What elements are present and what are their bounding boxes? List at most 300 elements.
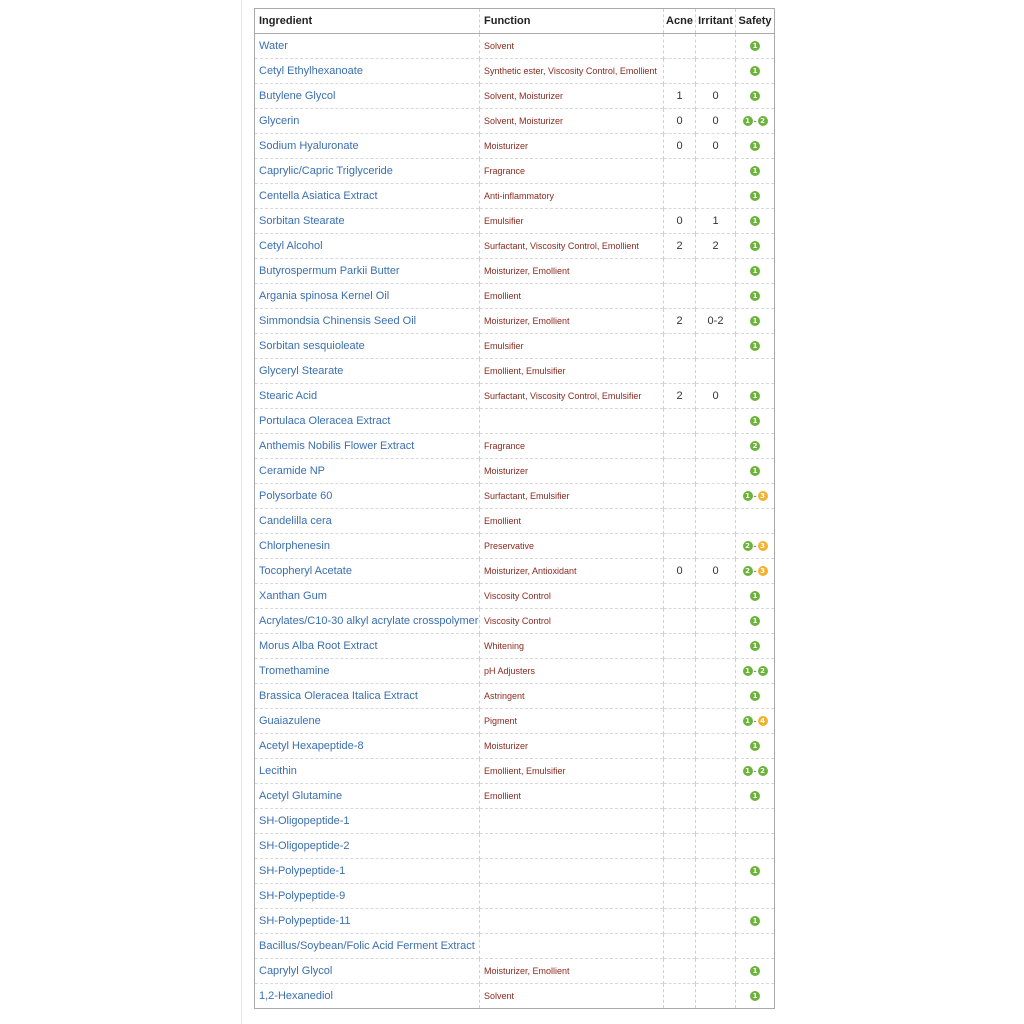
table-row bbox=[255, 784, 775, 809]
ingredient-link[interactable]: Morus Alba Root Extract bbox=[259, 640, 378, 652]
acne-cell: 2 bbox=[664, 234, 696, 259]
safety-badge-low: 1 bbox=[750, 741, 760, 751]
safety-cell bbox=[736, 584, 775, 609]
ingredient-cell bbox=[255, 384, 480, 409]
table-row bbox=[255, 134, 775, 159]
safety-badge-low: 1 bbox=[750, 866, 760, 876]
ingredient-cell bbox=[255, 909, 480, 934]
acne-cell: 0 bbox=[664, 559, 696, 584]
function-cell: Moisturizer, Antioxidant bbox=[480, 559, 664, 584]
table-row bbox=[255, 934, 775, 959]
irritant-cell: 0 bbox=[696, 559, 736, 584]
acne-cell bbox=[664, 459, 696, 484]
safety-range-dash: - bbox=[753, 715, 757, 726]
safety-badge-low: 1 bbox=[750, 216, 760, 226]
acne-cell bbox=[664, 609, 696, 634]
acne-cell bbox=[664, 659, 696, 684]
function-cell: Moisturizer, Emollient bbox=[480, 959, 664, 984]
table-row bbox=[255, 534, 775, 559]
header-function[interactable]: Function bbox=[480, 9, 664, 34]
safety-badge-low: 1 bbox=[750, 41, 760, 51]
table-row bbox=[255, 584, 775, 609]
safety-badge-low: 1 bbox=[743, 766, 753, 776]
table-row bbox=[255, 159, 775, 184]
function-cell: Viscosity Control bbox=[480, 584, 664, 609]
safety-badge-low: 2 bbox=[750, 441, 760, 451]
ingredient-cell bbox=[255, 109, 480, 134]
function-cell: Moisturizer bbox=[480, 459, 664, 484]
safety-badge-low: 1 bbox=[750, 266, 760, 276]
table-row bbox=[255, 734, 775, 759]
ingredient-link[interactable]: Water bbox=[259, 40, 288, 52]
ingredient-link[interactable]: Stearic Acid bbox=[259, 390, 318, 402]
ingredient-cell bbox=[255, 159, 480, 184]
irritant-cell bbox=[696, 334, 736, 359]
safety-cell bbox=[736, 309, 775, 334]
safety-cell bbox=[736, 934, 775, 959]
safety-cell bbox=[736, 484, 775, 509]
safety-range-dash: - bbox=[753, 565, 757, 576]
acne-cell bbox=[664, 259, 696, 284]
ingredient-link[interactable]: Sorbitan Stearate bbox=[259, 215, 345, 227]
ingredient-cell bbox=[255, 34, 480, 59]
ingredient-cell bbox=[255, 934, 480, 959]
ingredient-link[interactable]: Tromethamine bbox=[259, 665, 330, 677]
function-cell: Preservative bbox=[480, 534, 664, 559]
safety-badge-low: 1 bbox=[750, 166, 760, 176]
irritant-cell: 0 bbox=[696, 384, 736, 409]
acne-cell bbox=[664, 934, 696, 959]
ingredient-link[interactable]: Simmondsia Chinensis Seed Oil bbox=[259, 315, 417, 327]
ingredient-cell bbox=[255, 484, 480, 509]
ingredient-link[interactable]: Cetyl Ethylhexanoate bbox=[259, 65, 363, 77]
irritant-cell bbox=[696, 859, 736, 884]
safety-badge-low: 2 bbox=[743, 566, 753, 576]
safety-cell bbox=[736, 409, 775, 434]
safety-badge-low: 2 bbox=[758, 666, 768, 676]
irritant-cell bbox=[696, 984, 736, 1009]
acne-cell bbox=[664, 184, 696, 209]
safety-badge-low: 1 bbox=[750, 591, 760, 601]
irritant-cell bbox=[696, 959, 736, 984]
ingredient-link[interactable]: SH-Polypeptide-9 bbox=[259, 890, 346, 902]
acne-cell bbox=[664, 159, 696, 184]
ingredient-link[interactable]: Tocopheryl Acetate bbox=[259, 565, 352, 577]
safety-badge-low: 1 bbox=[750, 691, 760, 701]
safety-badge-low: 1 bbox=[750, 791, 760, 801]
table-row bbox=[255, 959, 775, 984]
header-ingredient[interactable]: Ingredient bbox=[255, 9, 480, 34]
ingredient-cell bbox=[255, 184, 480, 209]
ingredient-link[interactable]: SH-Polypeptide-1 bbox=[259, 865, 346, 877]
table-row bbox=[255, 634, 775, 659]
safety-badge-low: 1 bbox=[750, 466, 760, 476]
table-row bbox=[255, 409, 775, 434]
acne-cell bbox=[664, 984, 696, 1009]
ingredient-link[interactable]: Acetyl Hexapeptide-8 bbox=[259, 740, 364, 752]
irritant-cell bbox=[696, 909, 736, 934]
function-cell: Emulsifier bbox=[480, 209, 664, 234]
function-cell: Emollient bbox=[480, 784, 664, 809]
irritant-cell bbox=[696, 284, 736, 309]
irritant-cell bbox=[696, 459, 736, 484]
irritant-cell bbox=[696, 59, 736, 84]
ingredient-link[interactable]: Caprylic/Capric Triglyceride bbox=[259, 165, 393, 177]
ingredient-cell bbox=[255, 709, 480, 734]
function-cell: Fragrance bbox=[480, 434, 664, 459]
safety-badge-low: 2 bbox=[758, 116, 768, 126]
irritant-cell bbox=[696, 634, 736, 659]
ingredient-link[interactable]: Guaiazulene bbox=[259, 715, 321, 727]
safety-badge-low: 1 bbox=[750, 391, 760, 401]
ingredient-cell bbox=[255, 984, 480, 1009]
safety-range-dash: - bbox=[753, 665, 757, 676]
safety-cell bbox=[736, 334, 775, 359]
ingredient-link[interactable]: Sorbitan sesquioleate bbox=[259, 340, 365, 352]
function-cell bbox=[480, 809, 664, 834]
ingredient-cell bbox=[255, 859, 480, 884]
acne-cell bbox=[664, 759, 696, 784]
safety-cell bbox=[736, 734, 775, 759]
acne-cell bbox=[664, 684, 696, 709]
safety-range-dash: - bbox=[753, 765, 757, 776]
ingredient-cell bbox=[255, 759, 480, 784]
safety-badge-low: 1 bbox=[750, 241, 760, 251]
irritant-cell bbox=[696, 684, 736, 709]
safety-range-dash: - bbox=[753, 490, 757, 501]
safety-cell bbox=[736, 809, 775, 834]
safety-cell bbox=[736, 184, 775, 209]
irritant-cell bbox=[696, 884, 736, 909]
safety-badge-low: 2 bbox=[743, 541, 753, 551]
irritant-cell bbox=[696, 509, 736, 534]
safety-badge-low: 1 bbox=[750, 616, 760, 626]
ingredient-cell bbox=[255, 234, 480, 259]
safety-badge-moderate: 3 bbox=[758, 541, 768, 551]
table-row bbox=[255, 184, 775, 209]
safety-badge-low: 1 bbox=[743, 491, 753, 501]
function-cell: Moisturizer bbox=[480, 134, 664, 159]
safety-cell bbox=[736, 159, 775, 184]
header-acne[interactable]: Acne bbox=[664, 9, 696, 34]
table-row bbox=[255, 909, 775, 934]
safety-cell bbox=[736, 34, 775, 59]
safety-badge-low: 1 bbox=[750, 66, 760, 76]
safety-badge-low: 1 bbox=[750, 341, 760, 351]
ingredient-link[interactable]: Xanthan Gum bbox=[259, 590, 327, 602]
irritant-cell bbox=[696, 259, 736, 284]
function-cell: Solvent, Moisturizer bbox=[480, 84, 664, 109]
acne-cell: 2 bbox=[664, 384, 696, 409]
function-cell: Emollient, Emulsifier bbox=[480, 759, 664, 784]
safety-badge-low: 1 bbox=[750, 291, 760, 301]
function-cell bbox=[480, 909, 664, 934]
safety-cell bbox=[736, 109, 775, 134]
function-cell: Solvent bbox=[480, 34, 664, 59]
acne-cell bbox=[664, 34, 696, 59]
function-cell: Surfactant, Viscosity Control, Emulsifier bbox=[480, 384, 664, 409]
ingredient-cell bbox=[255, 734, 480, 759]
function-cell: Solvent, Moisturizer bbox=[480, 109, 664, 134]
safety-cell bbox=[736, 84, 775, 109]
acne-cell bbox=[664, 484, 696, 509]
irritant-cell bbox=[696, 759, 736, 784]
safety-cell bbox=[736, 234, 775, 259]
irritant-cell bbox=[696, 184, 736, 209]
function-cell bbox=[480, 409, 664, 434]
ingredient-cell bbox=[255, 134, 480, 159]
ingredient-link[interactable]: Glycerin bbox=[259, 115, 300, 127]
ingredient-cell bbox=[255, 259, 480, 284]
function-cell: pH Adjusters bbox=[480, 659, 664, 684]
ingredient-cell bbox=[255, 59, 480, 84]
acne-cell bbox=[664, 834, 696, 859]
acne-cell bbox=[664, 634, 696, 659]
safety-cell bbox=[736, 834, 775, 859]
ingredient-link[interactable]: Argania spinosa Kernel Oil bbox=[259, 290, 390, 302]
ingredient-cell bbox=[255, 884, 480, 909]
ingredient-link[interactable]: Brassica Oleracea Italica Extract bbox=[259, 690, 418, 702]
safety-cell bbox=[736, 609, 775, 634]
irritant-cell bbox=[696, 34, 736, 59]
safety-cell bbox=[736, 959, 775, 984]
ingredient-link[interactable]: Candelilla cera bbox=[259, 515, 332, 527]
ingredient-link[interactable]: Chlorphenesin bbox=[259, 540, 330, 552]
ingredient-cell bbox=[255, 634, 480, 659]
ingredient-link[interactable]: Acrylates/C10-30 alkyl acrylate crosspolymer bbox=[259, 615, 479, 627]
ingredient-link[interactable]: Polysorbate 60 bbox=[259, 490, 333, 502]
ingredient-cell bbox=[255, 284, 480, 309]
acne-cell: 0 bbox=[664, 109, 696, 134]
acne-cell bbox=[664, 359, 696, 384]
safety-cell bbox=[736, 884, 775, 909]
function-cell: Whitening bbox=[480, 634, 664, 659]
ingredient-cell bbox=[255, 959, 480, 984]
safety-cell bbox=[736, 634, 775, 659]
irritant-cell: 0 bbox=[696, 134, 736, 159]
ingredient-link[interactable]: Caprylyl Glycol bbox=[259, 965, 333, 977]
acne-cell bbox=[664, 534, 696, 559]
acne-cell bbox=[664, 584, 696, 609]
ingredient-link[interactable]: Glyceryl Stearate bbox=[259, 365, 344, 377]
safety-badge-moderate: 3 bbox=[758, 491, 768, 501]
function-cell: Solvent bbox=[480, 984, 664, 1009]
ingredient-link[interactable]: Anthemis Nobilis Flower Extract bbox=[259, 440, 415, 452]
ingredient-link[interactable]: Butyrospermum Parkii Butter bbox=[259, 265, 400, 277]
ingredient-link[interactable]: SH-Polypeptide-11 bbox=[259, 915, 351, 927]
function-cell bbox=[480, 934, 664, 959]
ingredient-link[interactable]: Ceramide NP bbox=[259, 465, 326, 477]
acne-cell: 0 bbox=[664, 209, 696, 234]
table-row bbox=[255, 834, 775, 859]
safety-badge-low: 1 bbox=[750, 966, 760, 976]
safety-badge-low: 1 bbox=[743, 116, 753, 126]
safety-cell bbox=[736, 359, 775, 384]
table-row bbox=[255, 209, 775, 234]
irritant-cell: 1 bbox=[696, 209, 736, 234]
safety-cell bbox=[736, 509, 775, 534]
table-row bbox=[255, 984, 775, 1009]
ingredient-cell bbox=[255, 834, 480, 859]
ingredient-link[interactable]: Centella Asiatica Extract bbox=[259, 190, 378, 202]
safety-badge-low: 1 bbox=[750, 191, 760, 201]
irritant-cell: 0 bbox=[696, 109, 736, 134]
table-row bbox=[255, 884, 775, 909]
function-cell bbox=[480, 884, 664, 909]
table-row bbox=[255, 559, 775, 584]
irritant-cell bbox=[696, 809, 736, 834]
acne-cell bbox=[664, 734, 696, 759]
safety-badge-low: 1 bbox=[743, 666, 753, 676]
safety-cell bbox=[736, 784, 775, 809]
safety-badge-low: 1 bbox=[750, 141, 760, 151]
acne-cell bbox=[664, 859, 696, 884]
ingredients-table bbox=[254, 8, 775, 1009]
acne-cell bbox=[664, 784, 696, 809]
function-cell: Emollient bbox=[480, 284, 664, 309]
acne-cell bbox=[664, 959, 696, 984]
irritant-cell bbox=[696, 659, 736, 684]
irritant-cell bbox=[696, 834, 736, 859]
function-cell: Surfactant, Emulsifier bbox=[480, 484, 664, 509]
table-row bbox=[255, 684, 775, 709]
table-row bbox=[255, 309, 775, 334]
ingredient-cell bbox=[255, 84, 480, 109]
safety-badge-moderate: 3 bbox=[758, 566, 768, 576]
irritant-cell: 2 bbox=[696, 234, 736, 259]
ingredient-cell bbox=[255, 534, 480, 559]
ingredient-link[interactable]: Portulaca Oleracea Extract bbox=[259, 415, 391, 427]
function-cell: Moisturizer, Emollient bbox=[480, 259, 664, 284]
acne-cell: 2 bbox=[664, 309, 696, 334]
function-cell: Surfactant, Viscosity Control, Emollient bbox=[480, 234, 664, 259]
acne-cell bbox=[664, 884, 696, 909]
function-cell: Fragrance bbox=[480, 159, 664, 184]
function-cell: Astringent bbox=[480, 684, 664, 709]
ingredient-cell bbox=[255, 209, 480, 234]
ingredient-link[interactable]: 1,2-Hexanediol bbox=[259, 990, 333, 1002]
irritant-cell bbox=[696, 409, 736, 434]
ingredient-link[interactable]: Lecithin bbox=[259, 765, 297, 777]
ingredient-cell bbox=[255, 459, 480, 484]
ingredient-cell bbox=[255, 359, 480, 384]
function-cell: Viscosity Control bbox=[480, 609, 664, 634]
table-row bbox=[255, 259, 775, 284]
ingredient-cell bbox=[255, 784, 480, 809]
safety-cell bbox=[736, 384, 775, 409]
function-cell: Emollient, Emulsifier bbox=[480, 359, 664, 384]
ingredient-cell bbox=[255, 584, 480, 609]
safety-cell bbox=[736, 259, 775, 284]
acne-cell bbox=[664, 809, 696, 834]
safety-badge-low: 1 bbox=[750, 91, 760, 101]
ingredient-link[interactable]: Acetyl Glutamine bbox=[259, 790, 343, 802]
acne-cell: 1 bbox=[664, 84, 696, 109]
table-row bbox=[255, 709, 775, 734]
acne-cell bbox=[664, 709, 696, 734]
ingredient-cell bbox=[255, 409, 480, 434]
function-cell: Pigment bbox=[480, 709, 664, 734]
safety-badge-low: 2 bbox=[758, 766, 768, 776]
ingredient-link[interactable]: SH-Oligopeptide-1 bbox=[259, 815, 350, 827]
ingredient-cell bbox=[255, 509, 480, 534]
function-cell: Moisturizer, Emollient bbox=[480, 309, 664, 334]
acne-cell bbox=[664, 409, 696, 434]
table-row bbox=[255, 809, 775, 834]
ingredient-link[interactable]: Cetyl Alcohol bbox=[259, 240, 323, 252]
page-divider bbox=[241, 0, 242, 1024]
table-row bbox=[255, 659, 775, 684]
acne-cell bbox=[664, 334, 696, 359]
safety-cell bbox=[736, 559, 775, 584]
table-header bbox=[255, 9, 775, 34]
safety-cell bbox=[736, 434, 775, 459]
safety-cell bbox=[736, 284, 775, 309]
safety-cell bbox=[736, 709, 775, 734]
safety-cell bbox=[736, 59, 775, 84]
table-row bbox=[255, 284, 775, 309]
safety-range-dash: - bbox=[753, 115, 757, 126]
function-cell: Moisturizer bbox=[480, 734, 664, 759]
irritant-cell bbox=[696, 934, 736, 959]
acne-cell bbox=[664, 434, 696, 459]
safety-badge-low: 1 bbox=[743, 716, 753, 726]
safety-cell bbox=[736, 984, 775, 1009]
safety-cell bbox=[736, 659, 775, 684]
acne-cell bbox=[664, 909, 696, 934]
ingredient-link[interactable]: Bacillus/Soybean/Folic Acid Ferment Extract bbox=[259, 940, 475, 952]
safety-cell bbox=[736, 684, 775, 709]
header-irritant[interactable]: Irritant bbox=[696, 9, 736, 34]
ingredient-link[interactable]: Sodium Hyaluronate bbox=[259, 140, 359, 152]
table-row bbox=[255, 234, 775, 259]
table-row bbox=[255, 484, 775, 509]
table-row bbox=[255, 434, 775, 459]
table-row bbox=[255, 759, 775, 784]
table-row bbox=[255, 609, 775, 634]
safety-range-dash: - bbox=[753, 540, 757, 551]
function-cell bbox=[480, 834, 664, 859]
irritant-cell bbox=[696, 784, 736, 809]
ingredient-link[interactable]: SH-Oligopeptide-2 bbox=[259, 840, 350, 852]
ingredient-link[interactable]: Butylene Glycol bbox=[259, 90, 336, 102]
acne-cell bbox=[664, 59, 696, 84]
table-row bbox=[255, 384, 775, 409]
irritant-cell bbox=[696, 734, 736, 759]
ingredient-cell bbox=[255, 309, 480, 334]
ingredient-cell bbox=[255, 434, 480, 459]
ingredient-cell bbox=[255, 334, 480, 359]
irritant-cell bbox=[696, 534, 736, 559]
safety-cell bbox=[736, 759, 775, 784]
table-row bbox=[255, 34, 775, 59]
table-row bbox=[255, 359, 775, 384]
safety-badge-low: 1 bbox=[750, 916, 760, 926]
safety-cell bbox=[736, 909, 775, 934]
acne-cell bbox=[664, 284, 696, 309]
ingredient-cell bbox=[255, 809, 480, 834]
irritant-cell bbox=[696, 159, 736, 184]
safety-cell bbox=[736, 134, 775, 159]
ingredient-cell bbox=[255, 559, 480, 584]
safety-badge-low: 1 bbox=[750, 316, 760, 326]
ingredient-cell bbox=[255, 609, 480, 634]
function-cell: Emollient bbox=[480, 509, 664, 534]
header-safety[interactable]: Safety bbox=[736, 9, 775, 34]
irritant-cell bbox=[696, 359, 736, 384]
safety-badge-low: 1 bbox=[750, 416, 760, 426]
table-row bbox=[255, 334, 775, 359]
